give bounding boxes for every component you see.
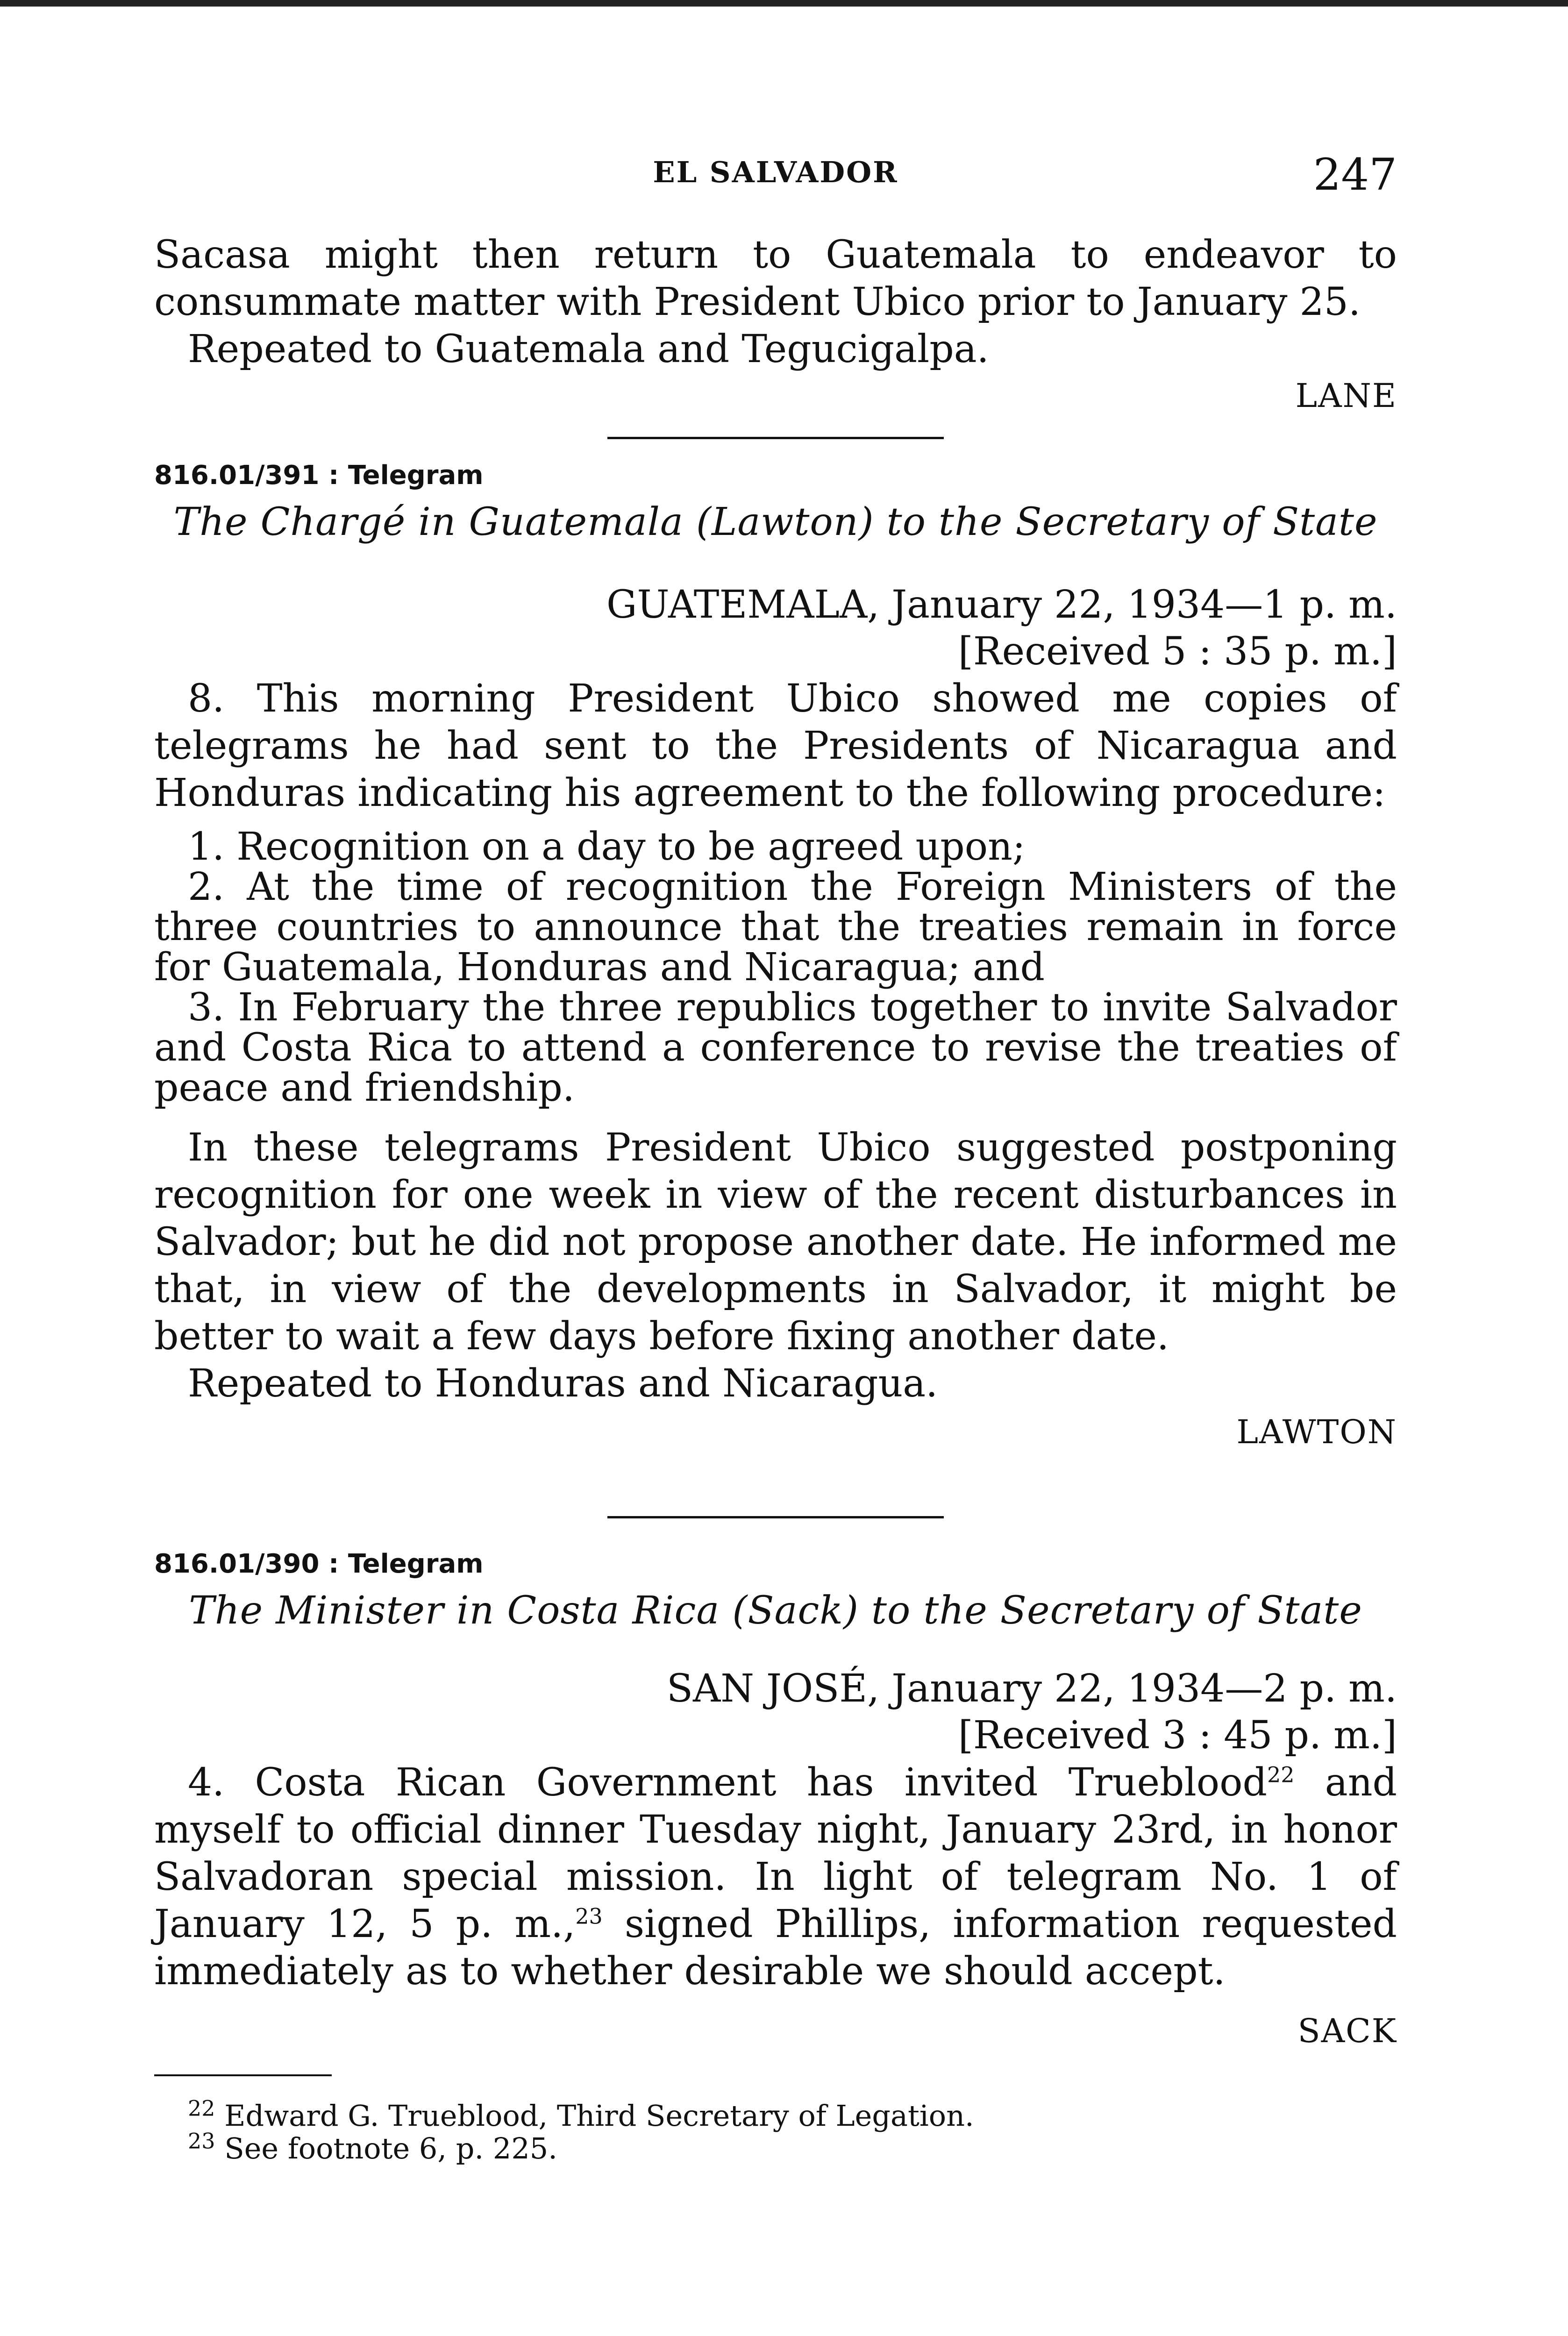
body-paragraph [154, 1759, 1397, 1995]
intro-paragraph: Sacasa might then return to Guatemala to endeavor to consummate matter with President Ubico prior to January 25. [154, 233, 1397, 324]
list-item: 3. In February the three republics together to invite Salvador and Costa Rica to attend a conference to revise the treaties of peace and friendship. [154, 985, 1397, 1110]
footnote-text: See footnote 6, p. 225. [224, 2131, 557, 2165]
signature-lawton: LAWTON [1236, 1413, 1397, 1451]
document-title: The Chargé in Guatemala (Lawton) to the Secretary of State [173, 500, 1378, 544]
opening-paragraph: 8. This morning President Ubico showed me copies of telegrams he had sent to the Presidents of Nicaragua and Honduras indicating his agreement to the following procedure: [154, 677, 1397, 815]
footnotes-section [154, 2074, 1397, 2165]
footnote-text: Edward G. Trueblood, Third Secretary of Legation. [224, 2099, 974, 2133]
dateline: GUATEMALA, January 22, 1934—1 p. m. [606, 583, 1397, 627]
section-divider [607, 437, 944, 439]
list-item: 2. At the time of recognition the Foreign Ministers of the three countries to announce that the treaties remain in force for Guatemala, Honduras and Nicaragua; and [154, 865, 1397, 990]
body-text: signed Phillips, information requested immediately as to whether desirable we should accept. [154, 1902, 1397, 1994]
scan-border-line [0, 0, 1568, 7]
file-reference: 816.01/391 : Telegram [154, 460, 484, 491]
footnote-divider [154, 2074, 332, 2076]
body-paragraph: In these telegrams President Ubico suggested postponing recognition for one week in view of the recent disturbances in Salvador; but he did not propose another date. He informed me that, in view of the developments in Salvador, it might be better to wait a few days before fixing another date. [154, 1125, 1397, 1359]
signature-lane: LANE [1295, 377, 1397, 415]
list-item: 1. Recognition on a day to be agreed upon; [188, 825, 1026, 869]
divider-2 [154, 1516, 1397, 1518]
footnote-marker: 23 [188, 2128, 215, 2154]
page-number: 247 [1313, 150, 1397, 200]
repeated-line: Repeated to Honduras and Nicaragua. [188, 1361, 938, 1406]
divider-1 [154, 437, 1397, 439]
document-sack [154, 1549, 1397, 2050]
intro-section [154, 231, 1397, 415]
procedure-list [154, 827, 1397, 1108]
running-head: EL SALVADOR [653, 155, 898, 189]
document-lawton [154, 460, 1397, 1451]
page-header [154, 150, 1397, 206]
file-reference: 816.01/390 : Telegram [154, 1549, 484, 1579]
footnote-list [154, 2095, 1397, 2165]
footnote-reference: 23 [575, 1903, 603, 1929]
footnote [188, 2128, 1397, 2165]
footnote-reference: 22 [1267, 1762, 1295, 1788]
received-note: [Received 3 : 45 p. m.] [958, 1713, 1397, 1758]
received-note: [Received 5 : 35 p. m.] [958, 629, 1397, 674]
dateline: SAN JOSÉ, January 22, 1934—2 p. m. [666, 1667, 1397, 1711]
footnote [188, 2095, 1397, 2133]
body-text: and myself to official dinner Tuesday night, January 23rd, in honor Salvadoran special mission. In light of telegram No. 1 of January 12, 5 p. m., [154, 1760, 1397, 1946]
footnote-marker: 22 [188, 2095, 215, 2121]
body-text: 4. Costa Rican Government has invited Trueblood [188, 1760, 1267, 1805]
signature-sack: SACK [1297, 2012, 1397, 2050]
section-divider [607, 1516, 944, 1518]
document-title: The Minister in Costa Rica (Sack) to the Secretary of State [189, 1588, 1362, 1633]
intro-repeated: Repeated to Guatemala and Tegucigalpa. [188, 327, 989, 371]
